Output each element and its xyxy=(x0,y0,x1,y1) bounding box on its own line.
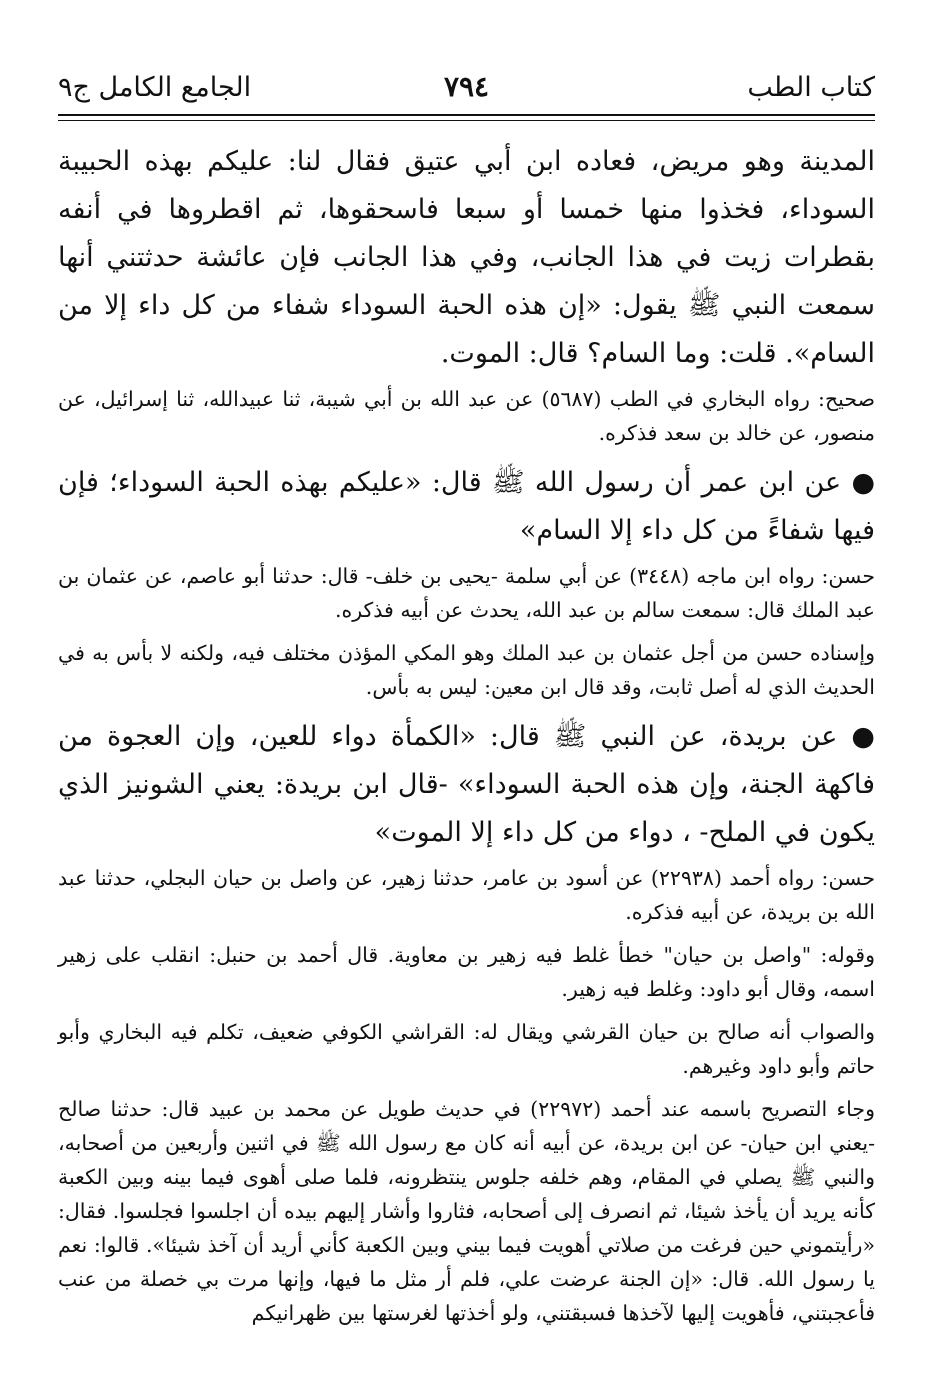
commentary-note: وقوله: "واصل بن حيان" خطأ غلط فيه زهير بن معاوية. قال أحمد بن حنبل: انقلب على زهير اسمه، وقال أبو داود: وغلط فيه زهير. xyxy=(58,943,875,1001)
takhrij-note: صحيح: رواه البخاري في الطب (٥٦٨٧) عن عبد الله بن أبي شيبة، ثنا عبيدالله، ثنا إسرائيل، عن منصور، عن خالد بن سعد فذكره. xyxy=(58,387,875,445)
hadith-text-continuation: المدينة وهو مريض، فعاده ابن أبي عتيق فقال لنا: عليكم بهذه الحبيبة السوداء، فخذوا منها خمسا أو سبعا فاسحقوها، ثم اقطروها في أنفه بقطرات زيت في هذا الجانب، وفي هذا الجانب فإن عائشة حدثتني أنها سمعت النبي ﷺ يقول: «إن هذه الحبة السوداء شفاء من كل داء إلا من السام». قلت: وما السام؟ قال: الموت. xyxy=(58,146,875,369)
page-body xyxy=(58,112,875,1330)
takhrij-note: حسن: رواه ابن ماجه (٣٤٤٨) عن أبي سلمة -يحيى بن خلف- قال: حدثنا أبو عاصم، عن عثمان بن عبد الملك قال: سمعت سالم بن عبد الله، يحدث عن أبيه فذكره. xyxy=(58,564,875,622)
commentary-note: والصواب أنه صالح بن حيان القرشي ويقال له: القراشي الكوفي ضعيف، تكلم فيه البخاري وأبو حاتم وأبو داود وغيرهم. xyxy=(58,1020,875,1078)
hadith-text-ibn-umar: ● عن ابن عمر أن رسول الله ﷺ قال: «عليكم بهذه الحبة السوداء؛ فإن فيها شفاءً من كل داء إلا السام» xyxy=(58,467,875,546)
page-header xyxy=(58,0,875,112)
takhrij-note: حسن: رواه أحمد (٢٢٩٣٨) عن أسود بن عامر، حدثنا زهير، عن واصل بن حيان البجلي، حدثنا عبد الله بن بريدة، عن أبيه فذكره. xyxy=(58,866,876,924)
header-rule-thin xyxy=(58,120,875,121)
hadith-text-buraydah: ● عن بريدة، عن النبي ﷺ قال: «الكمأة دواء للعين، وإن العجوة من فاكهة الجنة، وإن هذه الحبة السوداء» -قال ابن بريدة: يعني الشونيز الذي يكون في الملح- ، دواء من كل داء إلا الموت» xyxy=(58,721,875,848)
collection-title: الجامع الكامل ج٩ xyxy=(58,72,252,103)
header-rule-thick xyxy=(58,114,875,116)
commentary-note: وإسناده حسن من أجل عثمان بن عبد الملك وهو المكي المؤذن مختلف فيه، ولكنه لا بأس به في الحديث الذي له أصل ثابت، وقد قال ابن معين: ليس به بأس. xyxy=(58,641,875,699)
commentary-note: وجاء التصريح باسمه عند أحمد (٢٢٩٧٢) في حديث طويل عن محمد بن عبيد قال: حدثنا صالح -يعني ابن حيان- عن ابن بريدة، عن أبيه أنه كان مع رسول الله ﷺ في اثنين وأربعين من أصحابه، والنبي ﷺ يصلي في المقام، وهم خلفه جلوس ينتظرونه، فلما صلى أهوى فيما بينه وبين الكعبة كأنه يريد أن يأخذ شيئا، ثم انصرف إلى أصحابه، فثاروا وأشار إليهم بيده أن اجلسوا فجلسوا. فقال: «رأيتموني حين فرغت من صلاتي أهويت فيما بيني وبين الكعبة كأني أريد أن آخذ شيئا». قالوا: نعم يا رسول الله. قال: «إن الجنة عرضت علي، فلم أر مثل ما فيها، وإنها مرت بي خصلة من عنب فأعجبتني، فأهويت إليها لآخذها فسبقتني، ولو أخذتها لغرستها بين ظهرانيكم xyxy=(58,1097,875,1325)
book-title: كتاب الطب xyxy=(747,72,875,103)
page-number: ٧٩٤ xyxy=(443,70,490,103)
